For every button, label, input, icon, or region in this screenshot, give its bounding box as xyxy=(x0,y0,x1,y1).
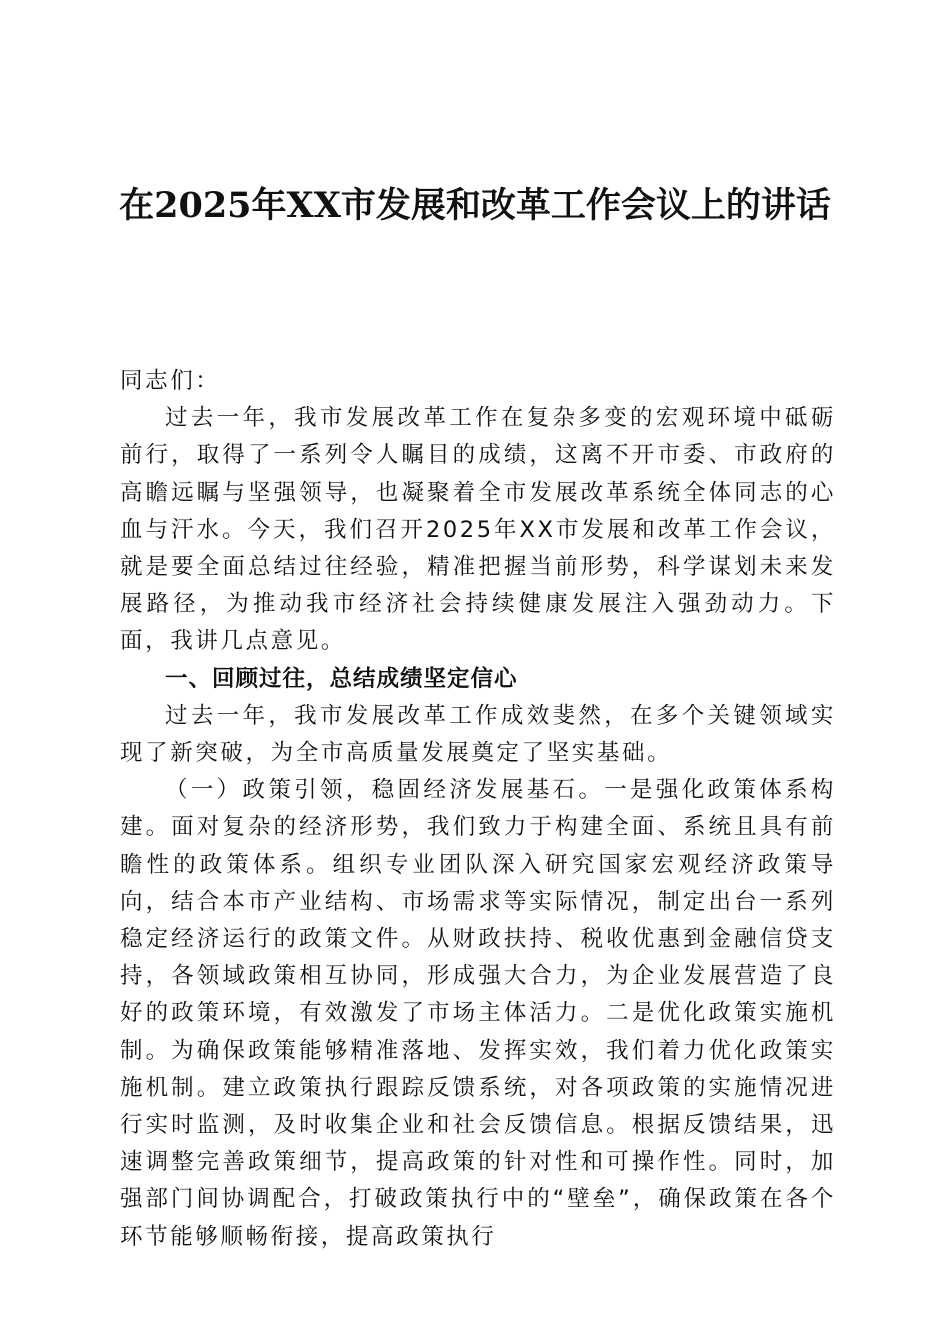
section-paragraph: 过去一年，我市发展改革工作成效斐然，在多个关键领域实现了新突破，为全市高质量发展奠定了坚实基础。 xyxy=(120,702,836,767)
document-body xyxy=(120,363,836,1256)
salutation: 同志们： xyxy=(120,368,221,394)
subsection-paragraph xyxy=(120,772,836,1256)
subsection-heading: （一）政策引领，稳固经济发展基石。 xyxy=(165,777,605,804)
subsection-text: 一是强化政策体系构建。面对复杂的经济形势，我们致力于构建全面、系统且具有前瞻性的政策体系。组织专业团队深入研究国家宏观经济政策导向，结合本市产业结构、市场需求等实际情况，制定出台一系列稳定经济运行的政策文件。从财政扶持、税收优惠到金融信贷支持，各领域政策相互协同，形成强大合力，为企业发展营造了良好的政策环境，有效激发了市场主体活力。二是优化政策实施机制。为确保政策能够精准落地、发挥实效，我们着力优化政策实施机制。建立政策执行跟踪反馈系统，对各项政策的实施情况进行实时监测，及时收集企业和社会反馈信息。根据反馈结果，迅速调整完善政策细节，提高政策的针对性和可操作性。同时，加强部门间协调配合，打破政策执行中的“壁垒”，确保政策在各个环节能够顺畅衔接，提高政策执行 xyxy=(120,777,837,1250)
section-heading: 一、回顾过往，总结成绩坚定信心 xyxy=(165,665,518,692)
intro-paragraph: 过去一年，我市发展改革工作在复杂多变的宏观环境中砥砺前行，取得了一系列令人瞩目的成绩，这离不开市委、市政府的高瞻远瞩与坚强领导，也凝聚着全市发展改革系统全体同志的心血与汗水。今天，我们召开2025年XX市发展和改革工作会议，就是要全面总结过往经验，精准把握当前形势，科学谋划未来发展路径，为推动我市经济社会持续健康发展注入强劲动力。下面，我讲几点意见。 xyxy=(120,405,836,655)
document-title: 在2025年XX市发展和改革工作会议上的讲话 xyxy=(119,185,831,226)
